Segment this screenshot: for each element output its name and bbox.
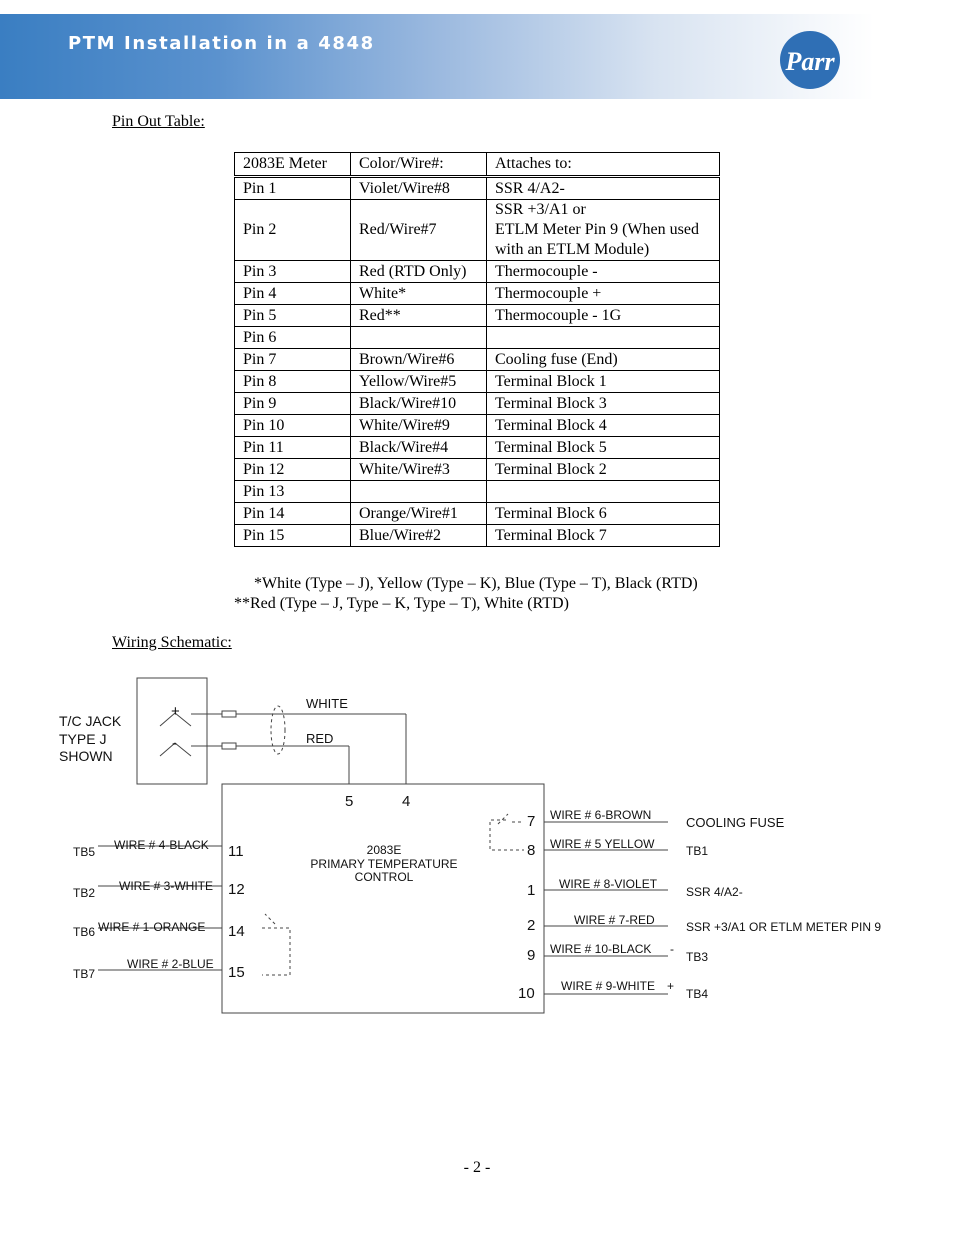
destination-label: COOLING FUSE: [686, 815, 785, 830]
attaches-cell: Thermocouple -: [487, 261, 720, 283]
color-cell: Black/Wire#4: [351, 437, 487, 459]
controller-title-line: PRIMARY TEMPERATURE: [310, 857, 458, 871]
parr-logo: [779, 30, 841, 90]
color-cell: Orange/Wire#1: [351, 503, 487, 525]
tb-label: TB5: [73, 845, 96, 859]
page-title: PTM Installation in a 4848: [68, 33, 375, 54]
pin-number: 14: [228, 923, 245, 940]
attaches-cell: SSR 4/A2-: [487, 177, 720, 200]
attaches-cell: Terminal Block 6: [487, 503, 720, 525]
column-header: Attaches to:: [487, 153, 720, 177]
wire-white-label: WHITE: [306, 696, 348, 711]
shield-ellipse: [271, 706, 285, 754]
table-row: [235, 503, 720, 525]
column-header: 2083E Meter: [235, 153, 351, 177]
jack-label-line: T/C JACK: [59, 713, 122, 729]
pin-number: 7: [527, 813, 536, 830]
tb-label: TB2: [73, 886, 96, 900]
polarity-sign: +: [667, 979, 675, 993]
pin-number: 2: [527, 917, 536, 934]
attaches-cell: Terminal Block 2: [487, 459, 720, 481]
pin-cell: Pin 3: [235, 261, 351, 283]
jack-label-line: SHOWN: [59, 748, 113, 764]
table-row: [235, 200, 720, 261]
table-row: [235, 371, 720, 393]
table-header-row: [235, 153, 720, 177]
pin-number: 5: [345, 793, 354, 810]
pin-cell: Pin 9: [235, 393, 351, 415]
schematic-heading: Wiring Schematic:: [112, 634, 232, 651]
wire-label: WIRE # 2-BLUE: [127, 957, 214, 971]
controller-title-line: CONTROL: [354, 870, 414, 884]
wire-label: WIRE # 1-ORANGE: [98, 920, 206, 934]
pin-cell: Pin 5: [235, 305, 351, 327]
attaches-cell: Terminal Block 7: [487, 525, 720, 547]
attaches-cell: Cooling fuse (End): [487, 349, 720, 371]
attaches-cell: Terminal Block 1: [487, 371, 720, 393]
controller-box: [222, 784, 544, 1013]
color-cell: [351, 481, 487, 503]
pin-cell: Pin 15: [235, 525, 351, 547]
table-row: [235, 327, 720, 349]
color-cell: White/Wire#9: [351, 415, 487, 437]
color-cell: White/Wire#3: [351, 459, 487, 481]
wire-label: WIRE # 4-BLACK: [114, 838, 209, 852]
pin-number: 15: [228, 964, 245, 981]
attaches-cell: Terminal Block 4: [487, 415, 720, 437]
wire-label: WIRE # 6-BROWN: [550, 808, 652, 822]
pin-cell: Pin 4: [235, 283, 351, 305]
attaches-cell: Terminal Block 5: [487, 437, 720, 459]
table-row: [235, 393, 720, 415]
pin-number: 1: [527, 882, 536, 899]
jack-label-line: TYPE J: [59, 731, 107, 747]
wire-label: WIRE # 3-WHITE: [119, 879, 214, 893]
pin-number: 12: [228, 881, 245, 898]
pin-cell: Pin 6: [235, 327, 351, 349]
pin-out-table: [234, 152, 720, 547]
pin-cell: Pin 10: [235, 415, 351, 437]
destination-label: TB4: [686, 987, 709, 1001]
controller-title-line: 2083E: [366, 843, 402, 857]
pin-number: 4: [402, 793, 411, 810]
attaches-cell: Terminal Block 3: [487, 393, 720, 415]
color-cell: Red (RTD Only): [351, 261, 487, 283]
destination-label: SSR +3/A1 OR ETLM METER PIN 9: [686, 920, 882, 934]
jack-minus-sign: -: [172, 735, 177, 752]
table-row: [235, 481, 720, 503]
pin-cell: Pin 12: [235, 459, 351, 481]
attaches-cell: Thermocouple +: [487, 283, 720, 305]
pin-cell: Pin 2: [235, 200, 351, 261]
polarity-sign: -: [670, 942, 674, 956]
logo-text: Parr: [785, 47, 835, 76]
header-banner: [0, 14, 874, 99]
wire-label: WIRE # 8-VIOLET: [559, 877, 658, 891]
pin-number: 11: [228, 843, 244, 860]
pin-number: 10: [518, 985, 535, 1002]
tb-label: TB7: [73, 967, 96, 981]
column-header: Color/Wire#:: [351, 153, 487, 177]
wire-red-label: RED: [306, 731, 334, 746]
table-row: [235, 525, 720, 547]
color-cell: Brown/Wire#6: [351, 349, 487, 371]
pin-number: 9: [527, 947, 536, 964]
table-row: [235, 305, 720, 327]
color-cell: [351, 327, 487, 349]
pin-number: 8: [527, 842, 536, 859]
wire-label: WIRE # 10-BLACK: [550, 942, 652, 956]
footnote-single-star: *White (Type – J), Yellow (Type – K), Blue (Type – T), Black (RTD): [254, 575, 698, 592]
pin-cell: Pin 13: [235, 481, 351, 503]
destination-label: SSR 4/A2-: [686, 885, 743, 899]
pin-cell: Pin 1: [235, 177, 351, 200]
color-cell: Red/Wire#7: [351, 200, 487, 261]
tc-jack-box: [137, 678, 207, 784]
table-row: [235, 437, 720, 459]
color-cell: Yellow/Wire#5: [351, 371, 487, 393]
color-cell: White*: [351, 283, 487, 305]
wire-label: WIRE # 9-WHITE: [561, 979, 656, 993]
table-row: [235, 177, 720, 200]
destination-label: TB3: [686, 950, 709, 964]
destination-label: TB1: [686, 844, 709, 858]
wire-label: WIRE # 7-RED: [574, 913, 655, 927]
pin-table-heading: Pin Out Table:: [112, 113, 205, 130]
pin-cell: Pin 7: [235, 349, 351, 371]
attaches-cell: SSR +3/A1 or ETLM Meter Pin 9 (When used with an ETLM Module): [487, 200, 720, 261]
table-row: [235, 415, 720, 437]
color-cell: Red**: [351, 305, 487, 327]
pin-cell: Pin 8: [235, 371, 351, 393]
table-row: [235, 459, 720, 481]
pin-cell: Pin 11: [235, 437, 351, 459]
table-row: [235, 349, 720, 371]
table-row: [235, 261, 720, 283]
pin-cell: Pin 14: [235, 503, 351, 525]
color-cell: Black/Wire#10: [351, 393, 487, 415]
table-row: [235, 283, 720, 305]
attaches-cell: [487, 481, 720, 503]
page-number: - 2 -: [463, 1159, 491, 1176]
attaches-cell: Thermocouple - 1G: [487, 305, 720, 327]
jack-plus-sign: +: [171, 703, 180, 720]
attaches-cell: [487, 327, 720, 349]
footnote-double-star: **Red (Type – J, Type – K, Type – T), White (RTD): [234, 595, 569, 612]
wire-label: WIRE # 5 YELLOW: [550, 837, 655, 851]
wiring-schematic: [56, 670, 906, 1020]
color-cell: Blue/Wire#2: [351, 525, 487, 547]
color-cell: Violet/Wire#8: [351, 177, 487, 200]
tb-label: TB6: [73, 925, 96, 939]
